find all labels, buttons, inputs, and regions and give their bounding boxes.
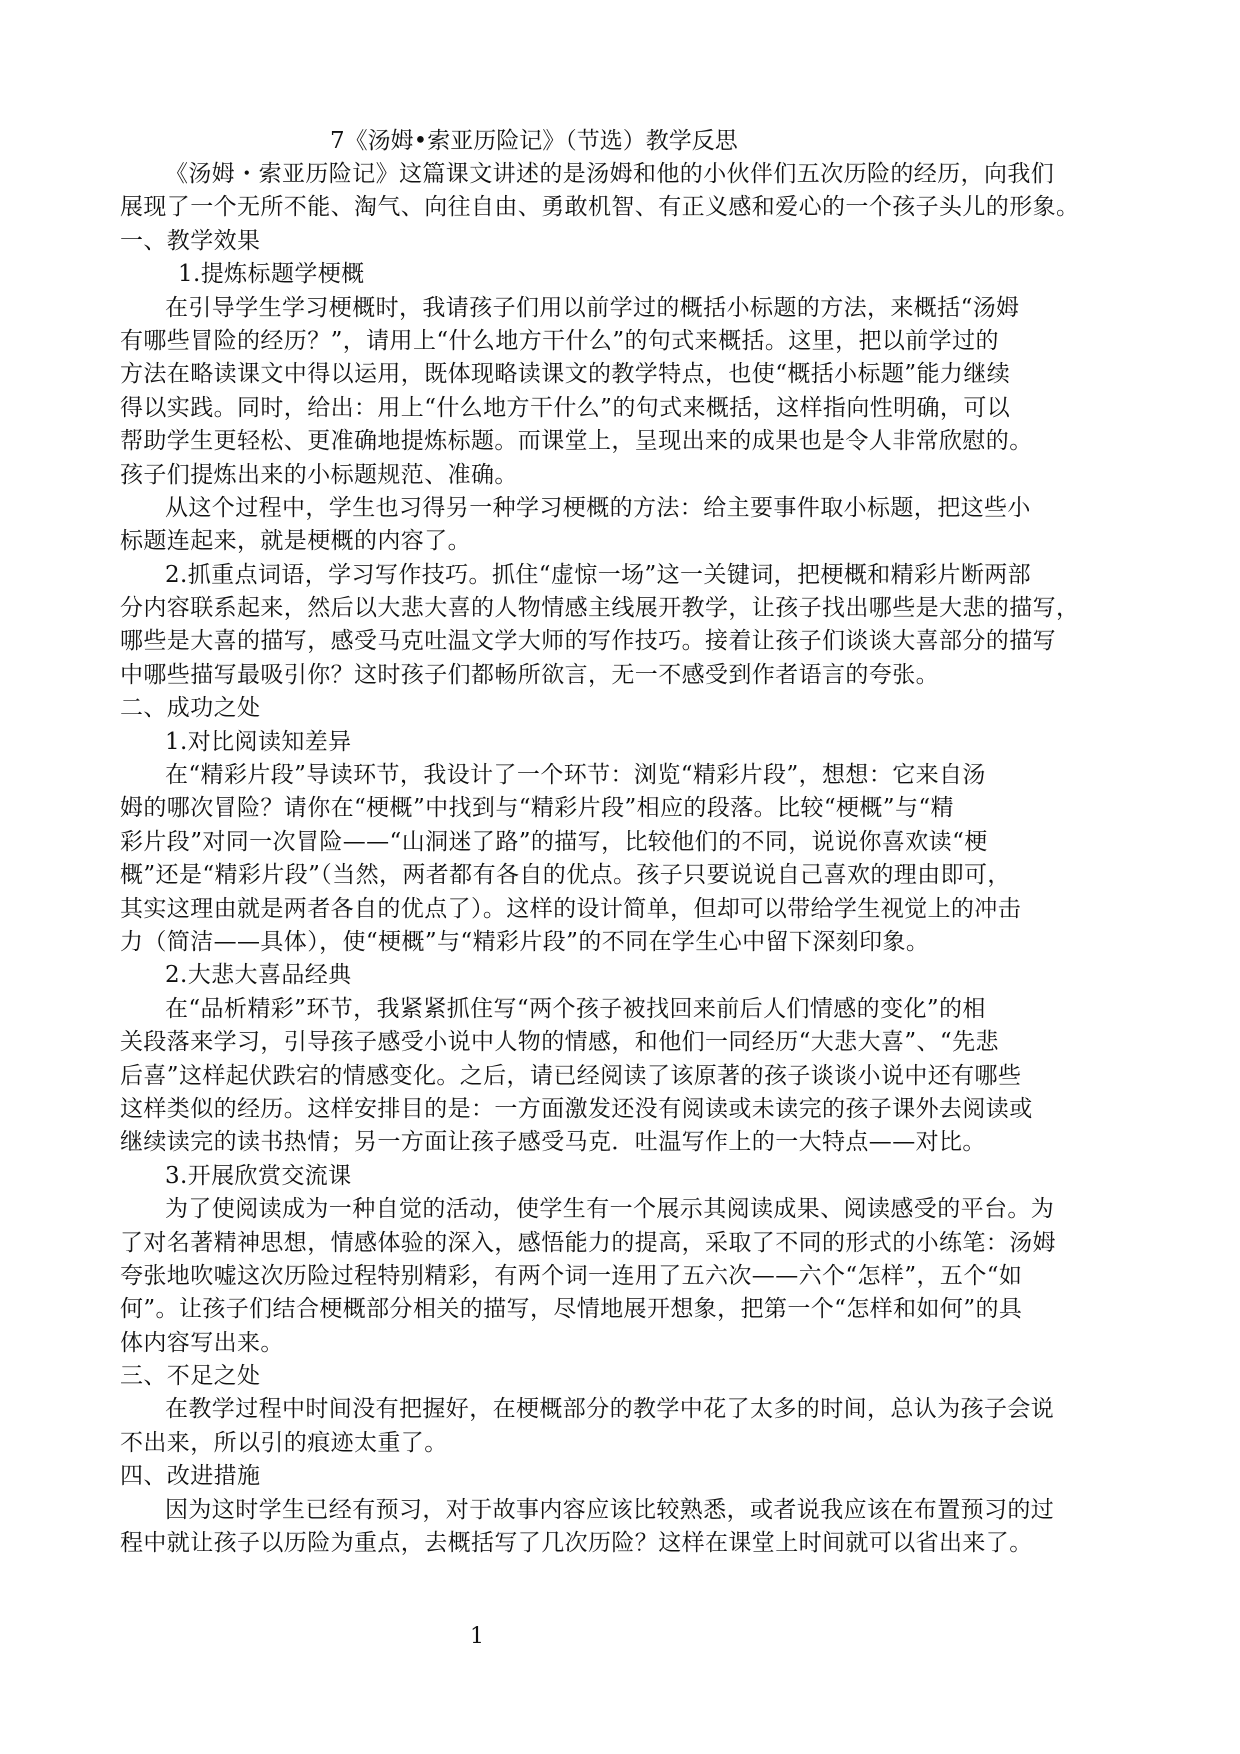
text-line: 后喜”这样起伏跌宕的情感变化。之后，请已经阅读了该原著的孩子谈谈小说中还有哪些 — [120, 1062, 1022, 1089]
text-line: 何”。让孩子们结合梗概部分相关的描写，尽情地展开想象，把第一个“怎样和如何”的具 — [120, 1296, 1023, 1323]
text-line: 1.对比阅读知差异 — [165, 728, 352, 755]
document-body — [120, 158, 1120, 1560]
text-line: 姆的哪次冒险？请你在“梗概”中找到与“精彩片段”相应的段落。比较“梗概”与“精 — [120, 795, 954, 822]
text-line: 概”还是“精彩片段”（当然，两者都有各自的优点。孩子只要说说自己喜欢的理由即可， — [120, 862, 1011, 889]
text-line: 这样类似的经历。这样安排目的是：一方面激发还没有阅读或未读完的孩子课外去阅读或 — [120, 1095, 1033, 1122]
text-line: 继续读完的读书热情；另一方面让孩子感受马克．吐温写作上的一大特点——对比。 — [120, 1129, 986, 1156]
text-line: 四、改进措施 — [120, 1463, 261, 1490]
text-line: 力（简洁——具体），使“梗概”与“精彩片段”的不同在学生心中留下深刻印象。 — [120, 928, 930, 955]
text-line: 孩子们提炼出来的小标题规范、准确。 — [120, 461, 518, 488]
text-line: 《汤姆・索亚历险记》这篇课文讲述的是汤姆和他的小伙伴们五次历险的经历，向我们 — [165, 161, 1055, 187]
text-line: 为了使阅读成为一种自觉的活动，使学生有一个展示其阅读成果、阅读感受的平台。为 — [165, 1196, 1055, 1223]
document-title: 7《汤姆•索亚历险记》（节选）教学反思 — [330, 128, 738, 154]
text-line: 得以实践。同时，给出：用上“什么地方干什么”的句式来概括，这样指向性明确，可以 — [120, 394, 1011, 421]
text-line: 2.抓重点词语，学习写作技巧。抓住“虚惊一场”这一关键词，把梗概和精彩片断两部 — [165, 561, 1032, 588]
text-line: 体内容写出来。 — [120, 1329, 284, 1356]
text-line: 在教学过程中时间没有把握好，在梗概部分的教学中花了太多的时间，总认为孩子会说 — [165, 1396, 1055, 1423]
text-line: 哪些是大喜的描写，感受马克吐温文学大师的写作技巧。接着让孩子们谈谈大喜部分的描写 — [120, 628, 1056, 655]
text-line: 其实这理由就是两者各自的优点了）。这样的设计简单，但却可以带给学生视觉上的冲击 — [120, 895, 1022, 922]
text-line: 一、教学效果 — [120, 227, 261, 254]
text-line: 标题连起来，就是梗概的内容了。 — [120, 528, 471, 555]
text-line: 二、成功之处 — [120, 695, 261, 722]
text-line: 方法在略读课文中得以运用，既体现略读课文的教学特点，也使“概括小标题”能力继续 — [120, 361, 1011, 388]
text-line: 从这个过程中，学生也习得另一种学习梗概的方法：给主要事件取小标题，把这些小 — [165, 494, 1031, 521]
text-line: 分内容联系起来，然后以大悲大喜的人物情感主线展开教学，让孩子找出哪些是大悲的描写， — [120, 595, 1080, 622]
text-line: 因为这时学生已经有预习，对于故事内容应该比较熟悉，或者说我应该在布置预习的过 — [165, 1496, 1055, 1523]
text-line: 在“品析精彩”环节，我紧紧抓住写“两个孩子被找回来前后人们情感的变化”的相 — [165, 995, 986, 1022]
text-line: 1.提炼标题学梗概 — [178, 261, 365, 288]
text-line: 展现了一个无所不能、淘气、向往自由、勇敢机智、有正义感和爱心的一个孩子头儿的形象。 — [120, 194, 1080, 221]
page-number-text: 1 — [470, 1624, 484, 1649]
text-line: 不出来，所以引的痕迹太重了。 — [120, 1429, 448, 1456]
text-line: 在引导学生学习梗概时，我请孩子们用以前学过的概括小标题的方法，来概括“汤姆 — [165, 294, 1020, 321]
text-line: 中哪些描写最吸引你？这时孩子们都畅所欲言，无一不感受到作者语言的夸张。 — [120, 661, 939, 688]
text-line: 3.开展欣赏交流课 — [165, 1162, 352, 1189]
text-line: 在“精彩片段”导读环节，我设计了一个环节：浏览“精彩片段”，想想：它来自汤 — [165, 762, 986, 789]
text-line: 三、不足之处 — [120, 1363, 261, 1390]
text-line: 彩片段”对同一次冒险——“山洞迷了路”的描写，比较他们的不同，说说你喜欢读“梗 — [120, 828, 988, 855]
text-line: 夸张地吹嘘这次历险过程特别精彩，有两个词一连用了五六次——六个“怎样”，五个“如 — [120, 1262, 1023, 1289]
page-number — [0, 1624, 1240, 1649]
text-line: 2.大悲大喜品经典 — [165, 962, 352, 989]
text-line: 了对名著精神思想，情感体验的深入，感悟能力的提高，采取了不同的形式的小练笔：汤姆 — [120, 1229, 1056, 1256]
text-line: 关段落来学习，引导孩子感受小说中人物的情感，和他们一同经历“大悲大喜”、“先悲 — [120, 1029, 999, 1056]
text-line: 程中就让孩子以历险为重点，去概括写了几次历险？这样在课堂上时间就可以省出来了。 — [120, 1530, 1033, 1557]
text-line: 帮助学生更轻松、更准确地提炼标题。而课堂上，呈现出来的成果也是令人非常欣慰的。 — [120, 428, 1033, 455]
text-line: 有哪些冒险的经历？”，请用上“什么地方干什么”的句式来概括。这里，把以前学过的 — [120, 327, 999, 354]
